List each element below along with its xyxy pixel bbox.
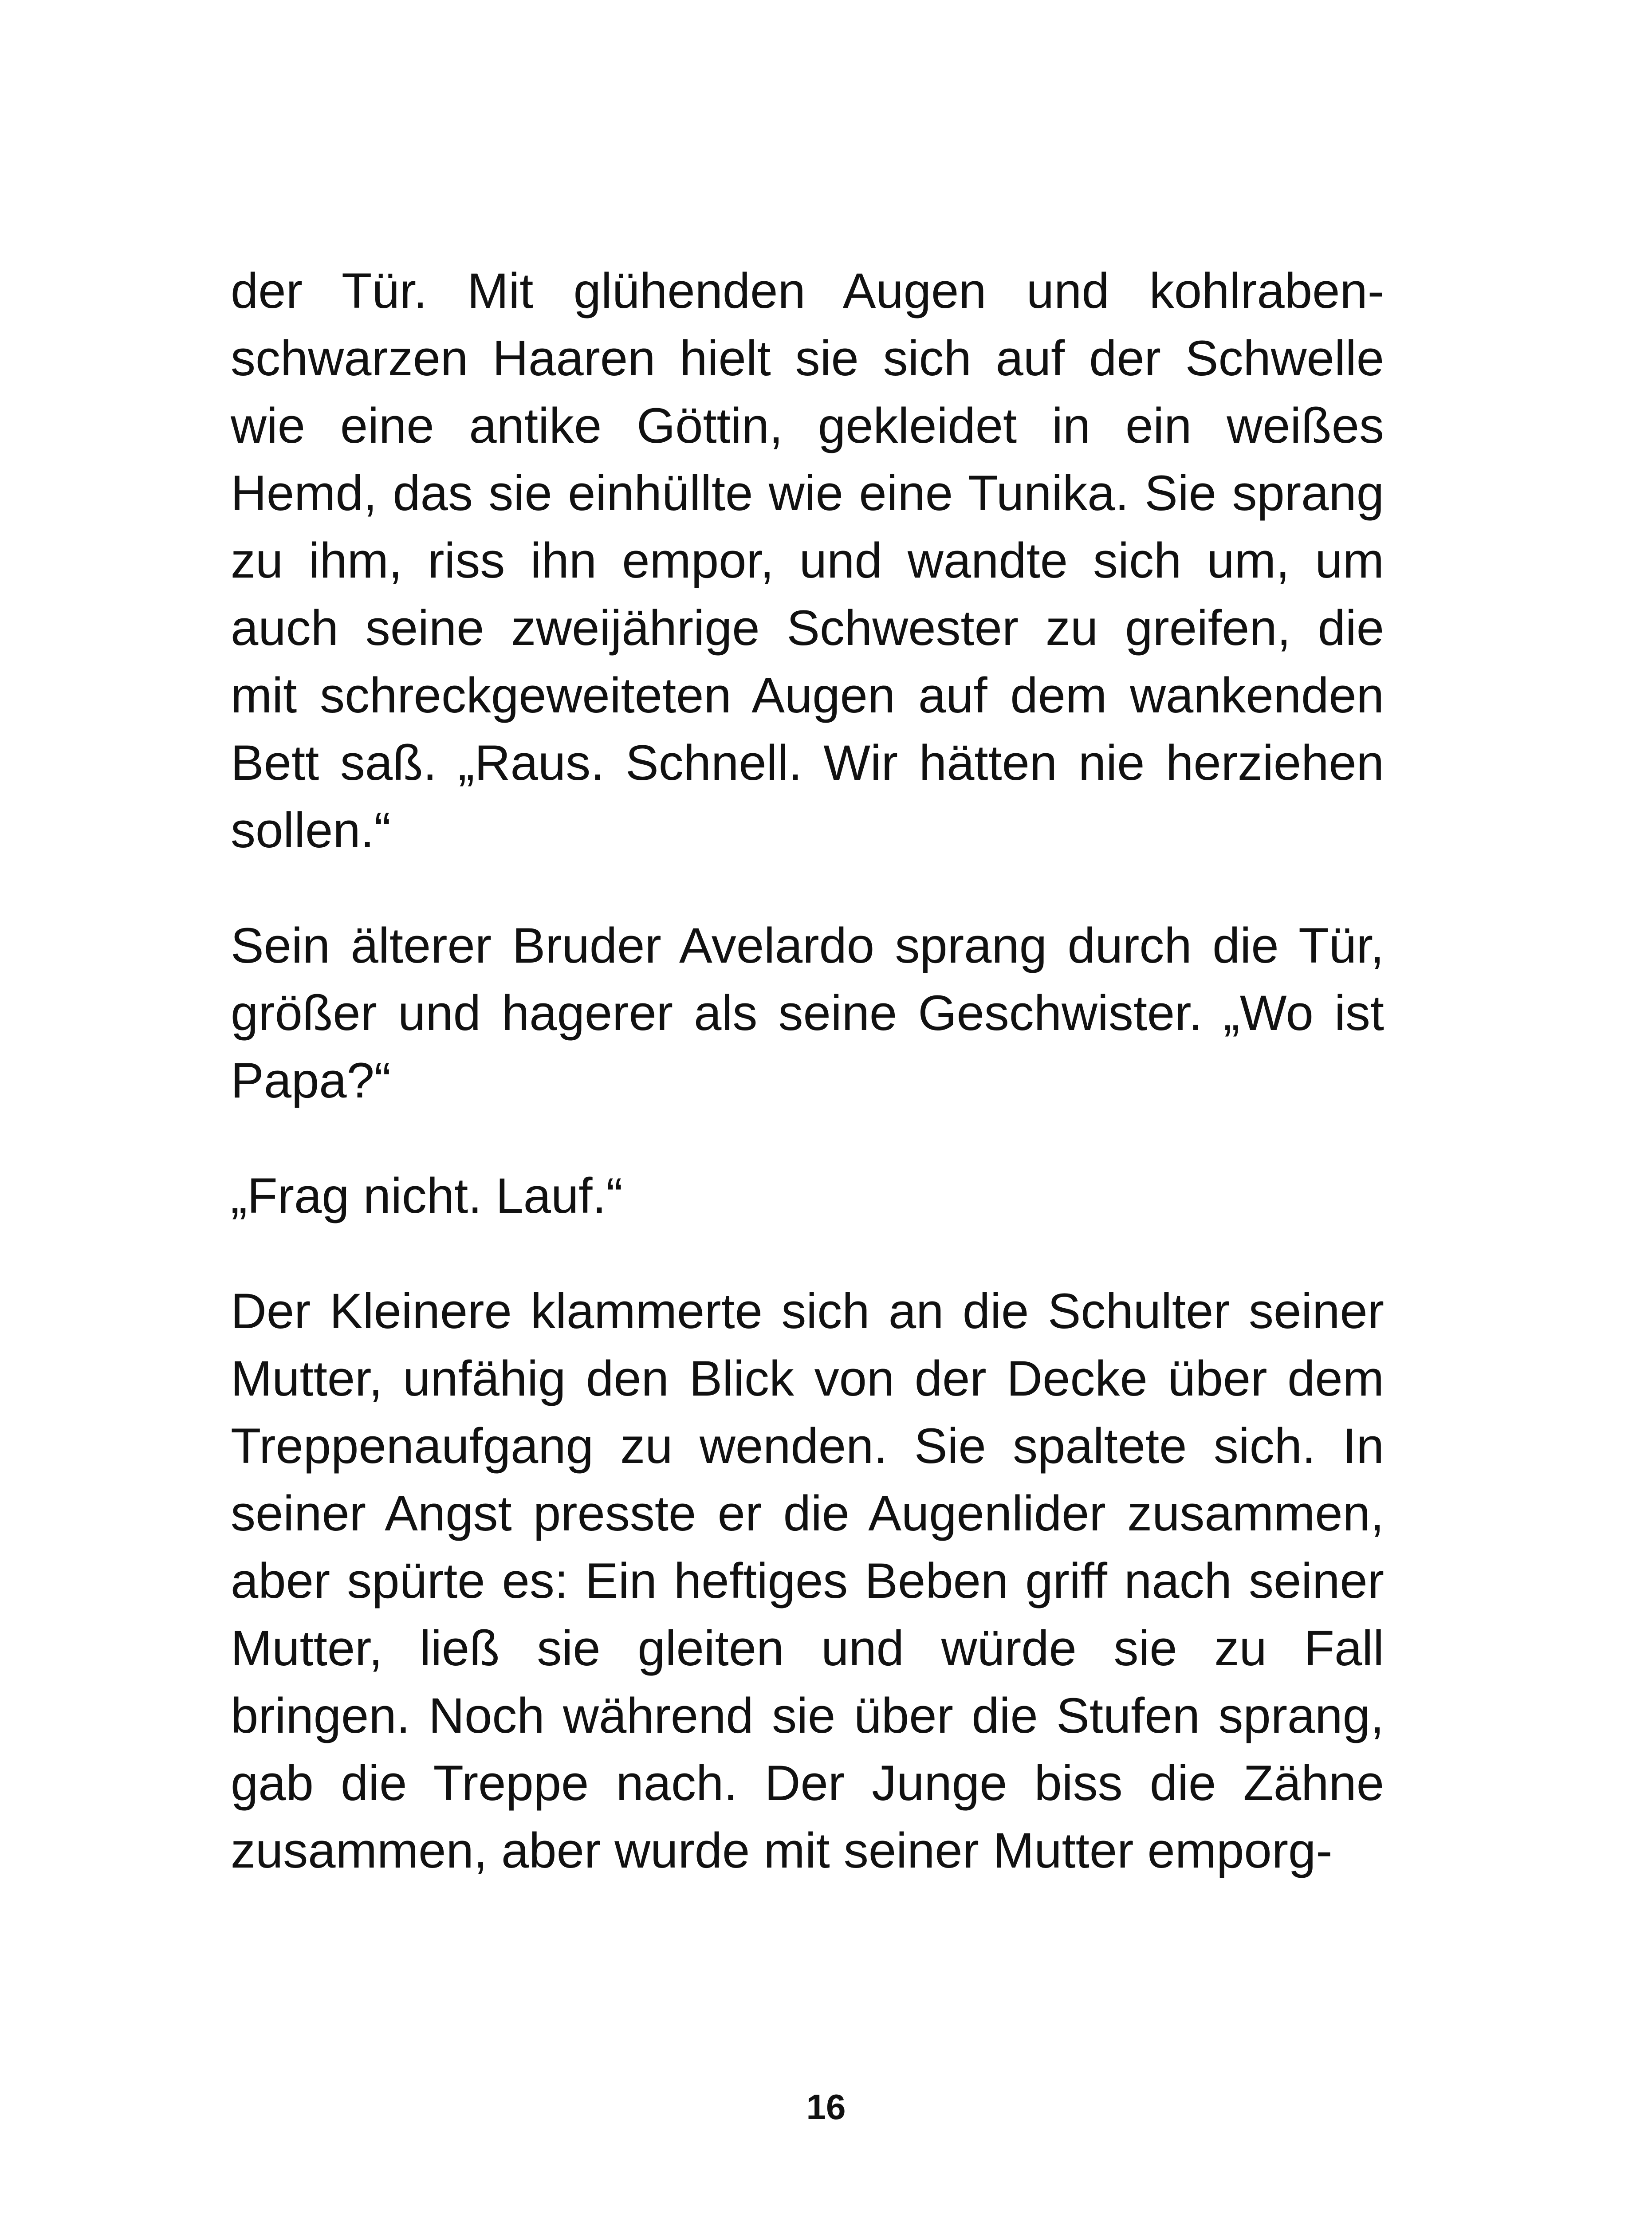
page-number: 16: [806, 2087, 846, 2127]
paragraph-2: Sein älterer Bruder Avelardo sprang durch die Tür, größer und hagerer als seine Geschwister. „Wo ist Papa?“: [231, 918, 1384, 1108]
body-text: [231, 257, 1384, 1932]
paragraph-3: „Frag nicht. Lauf.“: [231, 1168, 623, 1223]
paragraph-1: der Tür. Mit glühenden Augen und kohlraben-schwarzen Haaren hielt sie sich auf der Schwelle wie eine antike Göttin, gekleidet in ein weißes Hemd, das sie einhüllte wie eine Tunika. Sie sprang zu ihm, riss ihn empor, und wandte sich um, um auch seine zweijährige Schwester zu greifen, die mit schreckgeweiteten Augen auf dem wankenden Bett saß. „Raus. Schnell. Wir hätten nie herziehen sollen.“: [231, 263, 1384, 858]
paragraph-4: Der Kleinere klammerte sich an die Schulter seiner Mutter, unfähig den Blick von der Decke über dem Treppenaufgang zu wenden. Sie spaltete sich. In seiner Angst presste er die Augenlider zusammen, aber spürte es: Ein heftiges Beben griff nach seiner Mutter, ließ sie gleiten und würde sie zu Fall bringen. Noch während sie über die Stufen sprang, gab die Treppe nach. Der Junge biss die Zähne zusammen, aber wurde mit seiner Mutter emporg-: [231, 1283, 1384, 1878]
